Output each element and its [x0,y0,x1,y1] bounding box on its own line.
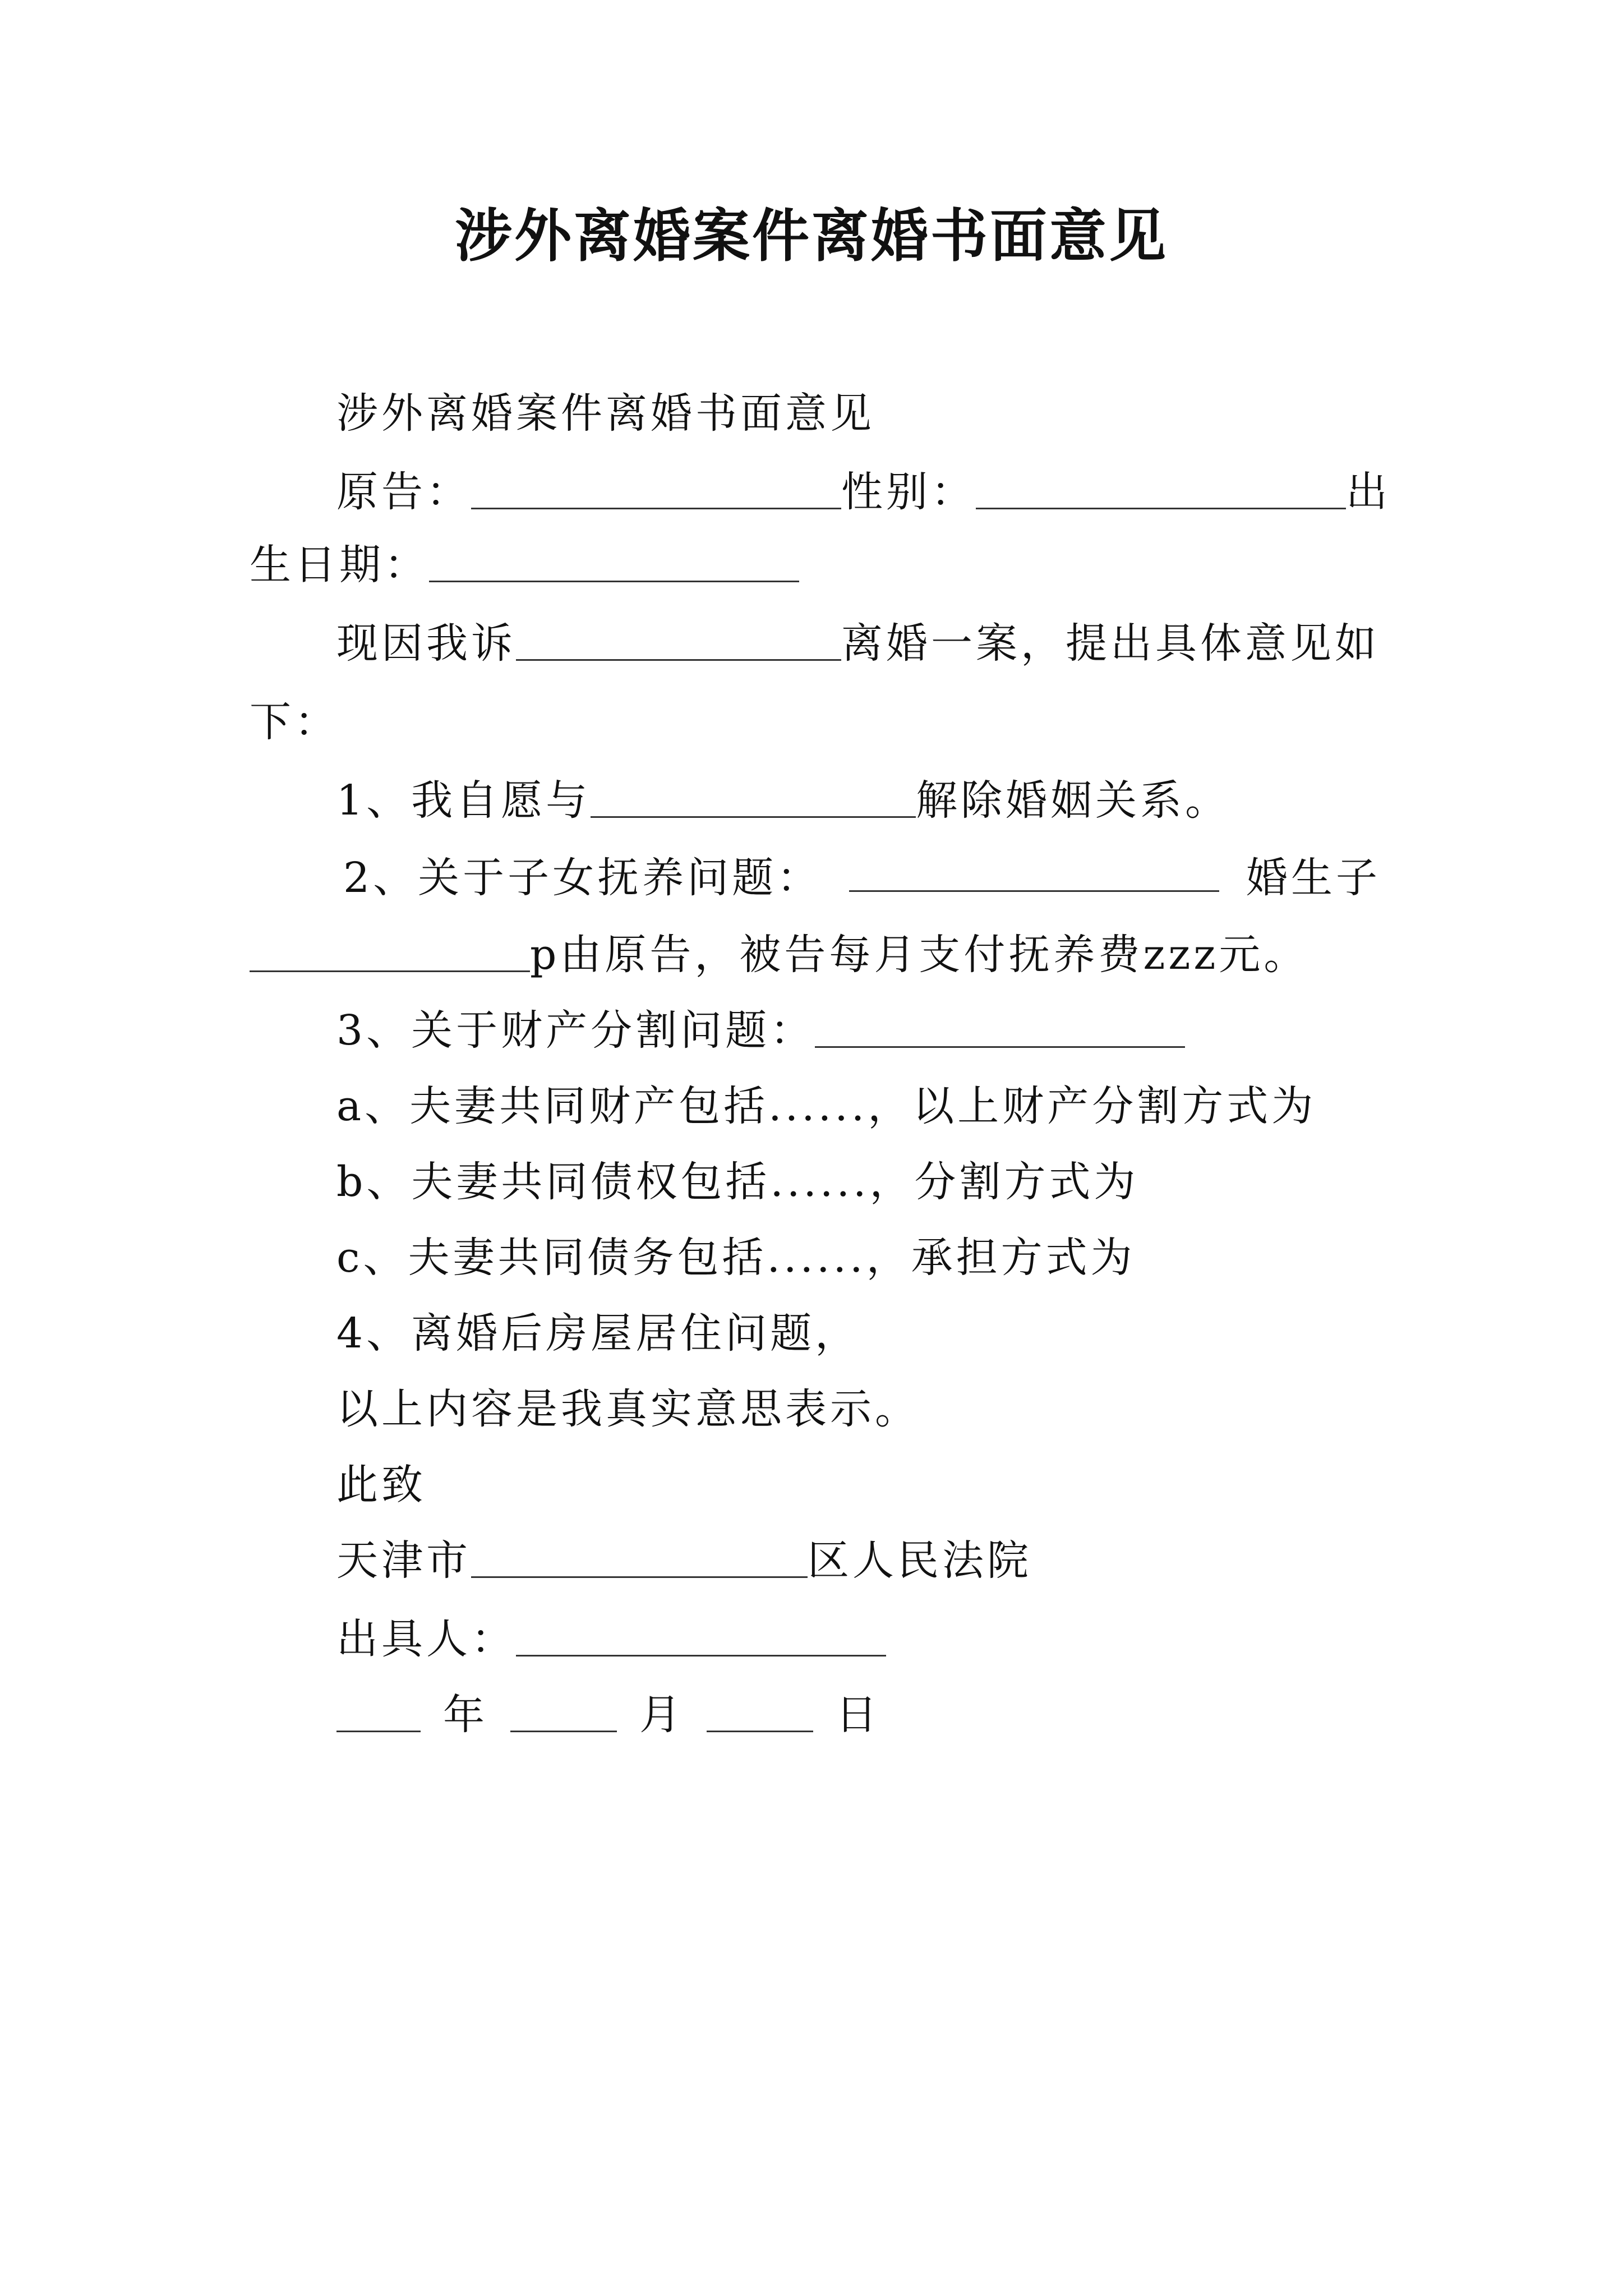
item-3-label: 3、关于财产分割问题： [336,1006,815,1055]
item-1-blank[interactable] [591,781,916,818]
salutation: 此致 [336,1461,426,1509]
item-4: 4、离婚后房屋居住问题， [336,1309,860,1358]
item-3a: a、夫妻共同财产包括......，以上财产分割方式为 [336,1082,1317,1130]
plaintiff-blank[interactable] [471,473,841,509]
suit-line [336,619,1380,668]
day-label: 日 [836,1691,880,1739]
item-1-prefix: 1、我自愿与 [336,776,591,825]
date-line [336,1691,880,1739]
court-suffix: 区人民法院 [808,1536,1032,1585]
issuer-label: 出具人： [336,1615,516,1663]
document-heading: 涉外离婚案件离婚书面意见 [336,389,875,438]
item-2 [343,854,1381,902]
item-3 [336,1006,1185,1055]
issuer-line [336,1615,886,1663]
month-blank[interactable] [510,1696,617,1732]
year-label: 年 [443,1691,488,1739]
birth-label: 生日期： [250,541,429,589]
statement: 以上内容是我真实意思表示。 [336,1385,920,1433]
issuer-blank[interactable] [516,1620,886,1657]
court-district-blank[interactable] [471,1542,808,1578]
item-2-continued [250,931,1309,979]
suit-suffix: 离婚一案，提出具体意见如 [841,619,1380,668]
item-2-blank[interactable] [849,855,1219,892]
item-1 [336,776,1230,825]
birth-blank[interactable] [429,546,799,582]
month-label: 月 [639,1691,684,1739]
gender-blank[interactable] [976,473,1346,509]
court-prefix: 天津市 [336,1536,471,1585]
plaintiff-line [336,468,1391,516]
birth-line [250,541,799,589]
court-line [336,1536,1032,1585]
suit-tail: 下： [250,698,339,746]
day-blank[interactable] [707,1696,813,1732]
document-title: 涉外离婚案件离婚书面意见 [455,203,1168,270]
suit-prefix: 现因我诉 [336,619,516,668]
item-2-suffix: 婚生子 [1246,854,1381,902]
defendant-blank[interactable] [516,624,841,661]
item-1-suffix: 解除婚姻关系。 [916,776,1230,825]
item-3c: c、夫妻共同债务包括......，承担方式为 [336,1234,1136,1282]
gender-label: 性别： [841,468,976,516]
birth-label-start: 出 [1346,468,1391,516]
item-2-prefix: 2、关于子女抚养问题： [343,854,822,902]
item-2-cont: p由原告，被告每月支付抚养费zzz元。 [530,931,1309,979]
year-blank[interactable] [336,1696,421,1732]
plaintiff-label: 原告： [336,468,471,516]
item-3-blank[interactable] [815,1011,1185,1048]
child-blank[interactable] [250,936,530,972]
item-3b: b、夫妻共同债权包括......，分割方式为 [336,1158,1139,1206]
